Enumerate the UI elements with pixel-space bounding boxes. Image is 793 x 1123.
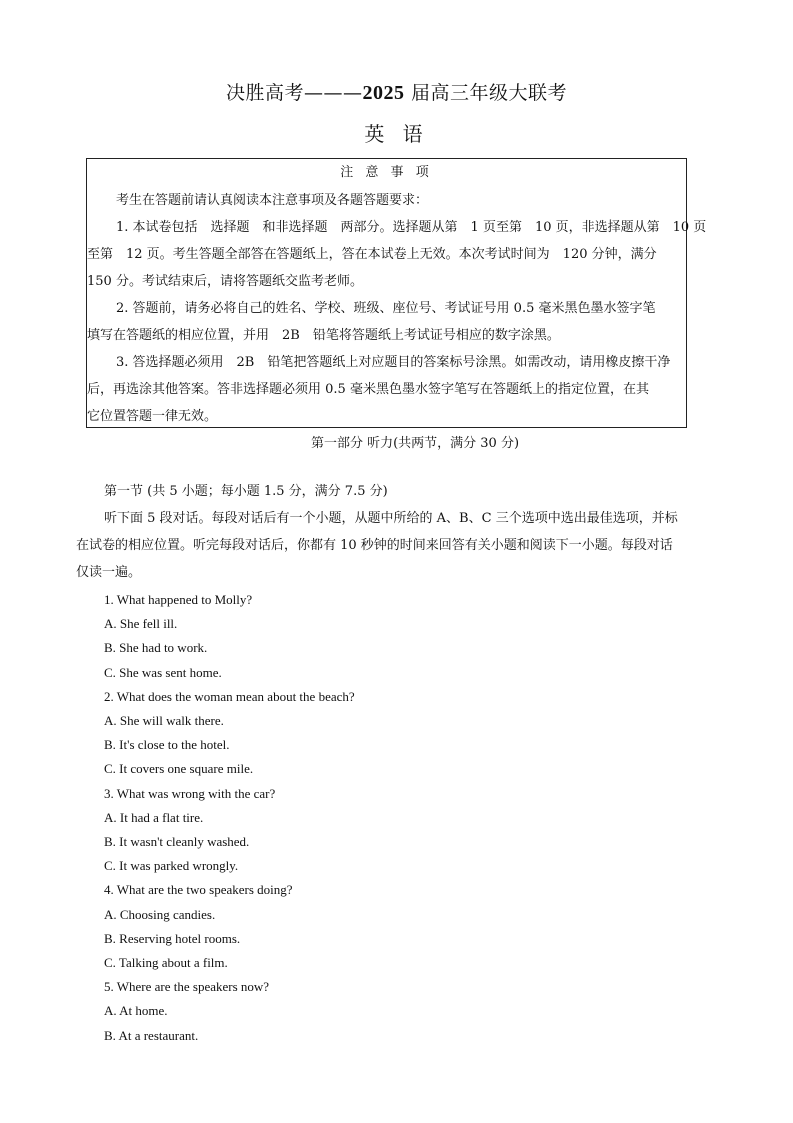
question-list xyxy=(104,588,704,1048)
answer-option: C. It covers one square mile. xyxy=(104,761,254,777)
answer-option: A. She will walk there. xyxy=(104,713,224,729)
answer-option: B. Reserving hotel rooms. xyxy=(104,930,241,946)
title-suffix: 届高三年级大联考 xyxy=(404,82,568,104)
question-stem: 4. What are the two speakers doing? xyxy=(104,882,293,898)
answer-option: A. She fell ill. xyxy=(104,616,178,632)
instruction-line: 仅读一遍。 xyxy=(76,565,142,580)
answer-option: C. It was parked wrongly. xyxy=(104,858,239,874)
exam-title xyxy=(0,78,793,105)
answer-option: B. At a restaurant. xyxy=(104,1027,199,1043)
answer-option: B. She had to work. xyxy=(104,640,208,656)
title-prefix: 决胜高考——— xyxy=(225,82,363,104)
section-instructions xyxy=(76,478,766,586)
instruction-line: 听下面 5 段对话。每段对话后有一个小题，从题中所给的 A、B、C 三个选项中选出最佳选项，并标 xyxy=(104,511,678,526)
notice-text xyxy=(87,187,747,430)
section-heading: 第一节 (共 5 小题；每小题 1.5 分，满分 7.5 分) xyxy=(104,484,388,499)
subject-title: 英 语 xyxy=(364,122,429,146)
notice-line: 考生在答题前请认真阅读本注意事项及各题答题要求： xyxy=(116,193,429,208)
answer-option: B. It's close to the hotel. xyxy=(104,737,230,753)
notice-box xyxy=(86,158,707,428)
question-stem: 5. Where are the speakers now? xyxy=(104,979,270,995)
question-stem: 3. What was wrong with the car? xyxy=(104,785,276,801)
title-year: 2025 xyxy=(362,82,405,104)
instruction-line: 在试卷的相应位置。听完每段对话后，你都有 10 秒钟的时间来回答有关小题和阅读下一小题。每段对话 xyxy=(76,538,673,553)
answer-option: C. Talking about a film. xyxy=(104,955,228,971)
part-heading: 第一部分 听力(共两节，满分 30 分) xyxy=(310,436,520,451)
notice-line: 2. 答题前，请务必将自己的姓名、学校、班级、座位号、考试证号用 0.5 毫米黑色墨水签字笔 xyxy=(116,301,656,316)
notice-line: 1. 本试卷包括 选择题 和非选择题 两部分。选择题从第 1 页至第 10 页，非选择题从第 10 页 xyxy=(116,220,707,235)
answer-option: A. Choosing candies. xyxy=(104,906,216,922)
question-stem: 2. What does the woman mean about the beach? xyxy=(104,688,355,704)
notice-line: 150 分。考试结束后，请将答题纸交监考老师。 xyxy=(87,274,363,289)
notice-line: 3. 答选择题必须用 2B 铅笔把答题纸上对应题目的答案标号涂黑。如需改动，请用橡皮擦干净 xyxy=(116,355,671,370)
answer-option: B. It wasn't cleanly washed. xyxy=(104,834,250,850)
notice-line: 填写在答题纸的相应位置，并用 2B 铅笔将答题纸上考试证号相应的数字涂黑。 xyxy=(87,328,560,343)
notice-line: 至第 12 页。考生答题全部答在答题纸上，答在本试卷上无效。本次考试时间为 120 分钟，满分 xyxy=(87,247,657,262)
answer-option: C. She was sent home. xyxy=(104,664,222,680)
question-stem: 1. What happened to Molly? xyxy=(104,592,253,607)
notice-line: 它位置答题一律无效。 xyxy=(87,409,218,424)
answer-option: A. It had a flat tire. xyxy=(104,809,204,825)
answer-option: A. At home. xyxy=(104,1003,168,1019)
notice-title: 注 意 事 项 xyxy=(340,165,433,180)
notice-line: 后，再选涂其他答案。答非选择题必须用 0.5 毫米黑色墨水签字笔写在答题纸上的指定位置，在其 xyxy=(87,382,649,397)
